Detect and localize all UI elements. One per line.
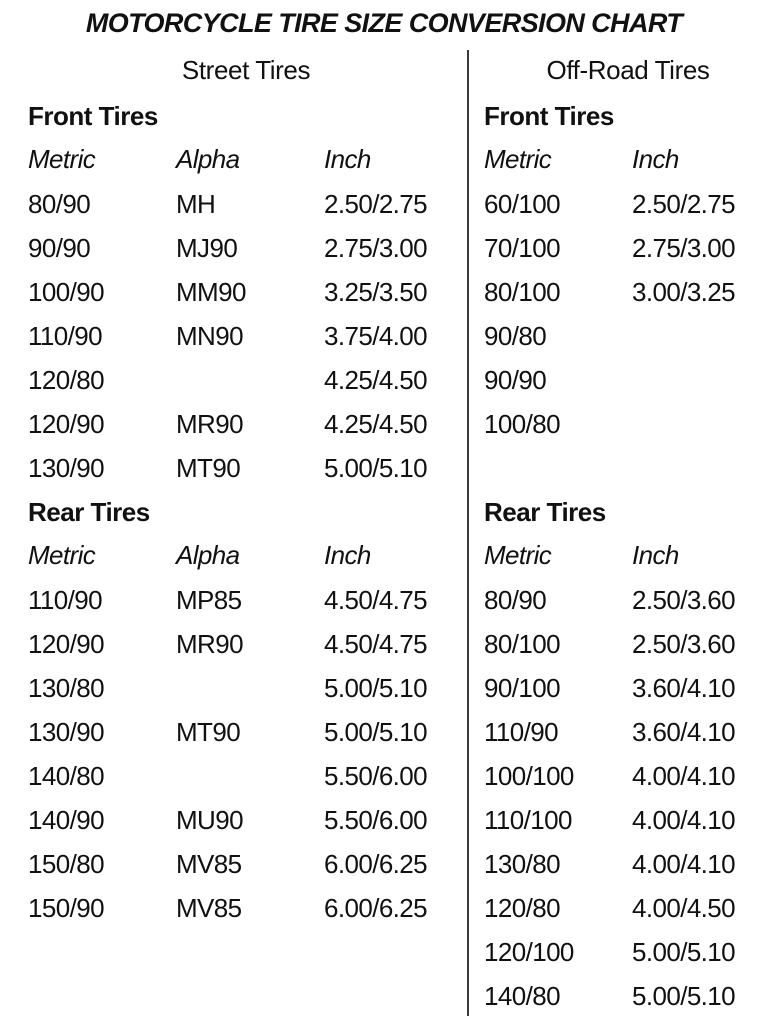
table-cell: 6.00/6.25 xyxy=(324,849,428,879)
table-cell: 110/100 xyxy=(484,805,572,835)
table-row xyxy=(484,314,762,358)
offroad-tires-header: Off-Road Tires xyxy=(546,55,710,85)
table-cell: 140/90 xyxy=(28,805,104,835)
table-cell: 110/90 xyxy=(28,585,102,615)
table-cell: 3.60/4.10 xyxy=(632,717,736,747)
offroad-front-column-headers xyxy=(484,136,762,182)
table-cell: 130/80 xyxy=(484,849,560,879)
table-cell: 120/80 xyxy=(484,893,560,923)
table-cell: 100/90 xyxy=(28,277,104,307)
table-cell: 80/100 xyxy=(484,629,560,659)
table-row xyxy=(484,578,762,622)
table-cell: MU90 xyxy=(176,805,243,835)
street-rear-section xyxy=(28,492,454,930)
table-row xyxy=(28,798,454,842)
table-cell: 5.00/5.10 xyxy=(324,453,428,483)
table-cell: 140/80 xyxy=(28,761,104,791)
table-row xyxy=(28,226,454,270)
table-cell: 3.25/3.50 xyxy=(324,277,428,307)
table-row xyxy=(28,578,454,622)
street-front-heading: Front Tires xyxy=(28,101,158,131)
table-cell: 100/80 xyxy=(484,409,560,439)
table-row xyxy=(28,622,454,666)
table-cell: 120/80 xyxy=(28,365,104,395)
table-cell: 2.50/2.75 xyxy=(324,189,428,219)
street-rear-rows xyxy=(28,578,454,930)
table-cell: 150/90 xyxy=(28,893,104,923)
table-cell: 70/100 xyxy=(484,233,560,263)
table-cell: 4.00/4.10 xyxy=(632,849,736,879)
chart-title: MOTORCYCLE TIRE SIZE CONVERSION CHART xyxy=(85,8,683,38)
table-cell: 4.00/4.50 xyxy=(632,893,736,923)
street-front-column-headers xyxy=(28,136,454,182)
table-row xyxy=(484,754,762,798)
table-cell: 4.00/4.10 xyxy=(632,761,736,791)
table-row xyxy=(28,666,454,710)
street-front-section xyxy=(28,96,454,490)
column-header-metric: Metric xyxy=(484,540,552,570)
table-cell: MV85 xyxy=(176,849,242,879)
table-cell: 100/100 xyxy=(484,761,574,791)
column-header-alpha: Alpha xyxy=(176,144,240,174)
table-cell: 2.75/3.00 xyxy=(324,233,428,263)
column-header-inch: Inch xyxy=(632,144,679,174)
offroad-rear-rows xyxy=(484,578,762,1018)
table-cell: 3.75/4.00 xyxy=(324,321,428,351)
table-cell: MH xyxy=(176,189,216,219)
table-cell: 80/100 xyxy=(484,277,560,307)
table-cell: MR90 xyxy=(176,629,243,659)
table-cell: 80/90 xyxy=(484,585,547,615)
table-cell: MP85 xyxy=(176,585,242,615)
table-cell: 110/90 xyxy=(28,321,102,351)
table-cell: 130/90 xyxy=(28,717,104,747)
table-cell: 120/90 xyxy=(28,629,104,659)
table-row xyxy=(484,226,762,270)
offroad-front-rows xyxy=(484,182,762,446)
table-cell: MJ90 xyxy=(176,233,238,263)
table-cell: 120/90 xyxy=(28,409,104,439)
table-row xyxy=(484,886,762,930)
table-cell: MT90 xyxy=(176,717,241,747)
table-row xyxy=(28,886,454,930)
table-cell: 5.00/5.10 xyxy=(632,937,736,967)
column-header-inch: Inch xyxy=(324,540,371,570)
table-row xyxy=(484,710,762,754)
table-row xyxy=(484,974,762,1018)
table-row xyxy=(28,182,454,226)
table-cell: 4.50/4.75 xyxy=(324,585,428,615)
table-cell: 2.50/3.60 xyxy=(632,629,736,659)
street-rear-heading: Rear Tires xyxy=(28,497,150,527)
table-row xyxy=(484,182,762,226)
table-cell: 5.50/6.00 xyxy=(324,805,428,835)
table-cell: 4.50/4.75 xyxy=(324,629,428,659)
column-divider xyxy=(467,50,469,1016)
table-cell: 6.00/6.25 xyxy=(324,893,428,923)
street-rear-column-headers xyxy=(28,532,454,578)
table-cell: 5.00/5.10 xyxy=(324,673,428,703)
table-cell: 90/80 xyxy=(484,321,547,351)
table-cell: MM90 xyxy=(176,277,246,307)
table-cell: 3.00/3.25 xyxy=(632,277,736,307)
table-row xyxy=(28,314,454,358)
table-cell: 2.50/3.60 xyxy=(632,585,736,615)
table-cell: 140/80 xyxy=(484,981,560,1011)
table-cell: MR90 xyxy=(176,409,243,439)
column-header-metric: Metric xyxy=(28,540,96,570)
table-cell: 60/100 xyxy=(484,189,560,219)
table-cell: 4.25/4.50 xyxy=(324,365,428,395)
column-header-metric: Metric xyxy=(484,144,552,174)
table-cell: 5.50/6.00 xyxy=(324,761,428,791)
table-cell: 90/90 xyxy=(484,365,547,395)
table-row xyxy=(28,710,454,754)
table-cell: 90/100 xyxy=(484,673,560,703)
table-cell: 5.00/5.10 xyxy=(324,717,428,747)
table-cell: 90/90 xyxy=(28,233,91,263)
table-row xyxy=(484,358,762,402)
table-row xyxy=(484,270,762,314)
table-row xyxy=(484,930,762,974)
street-tires-header: Street Tires xyxy=(181,55,311,85)
table-row xyxy=(28,270,454,314)
offroad-rear-heading: Rear Tires xyxy=(484,497,606,527)
table-row xyxy=(484,402,762,446)
table-cell: 5.00/5.10 xyxy=(632,981,736,1011)
table-cell: 4.00/4.10 xyxy=(632,805,736,835)
offroad-rear-column-headers xyxy=(484,532,762,578)
table-cell: MN90 xyxy=(176,321,243,351)
column-header-inch: Inch xyxy=(632,540,679,570)
table-cell: MV85 xyxy=(176,893,242,923)
table-row xyxy=(484,666,762,710)
table-cell: 2.50/2.75 xyxy=(632,189,736,219)
table-cell: 150/80 xyxy=(28,849,104,879)
table-cell: 3.60/4.10 xyxy=(632,673,736,703)
table-row xyxy=(484,798,762,842)
table-cell: 80/90 xyxy=(28,189,91,219)
table-row xyxy=(28,842,454,886)
offroad-front-heading: Front Tires xyxy=(484,101,614,131)
table-row xyxy=(28,446,454,490)
table-cell: MT90 xyxy=(176,453,241,483)
table-cell: 4.25/4.50 xyxy=(324,409,428,439)
table-cell: 2.75/3.00 xyxy=(632,233,736,263)
offroad-rear-section xyxy=(484,492,762,1018)
table-cell: 130/90 xyxy=(28,453,104,483)
table-row xyxy=(28,402,454,446)
table-row xyxy=(28,358,454,402)
table-row xyxy=(484,842,762,886)
column-header-metric: Metric xyxy=(28,144,96,174)
table-cell: 120/100 xyxy=(484,937,574,967)
street-front-rows xyxy=(28,182,454,490)
offroad-front-section xyxy=(484,96,762,446)
column-header-inch: Inch xyxy=(324,144,371,174)
table-cell: 130/80 xyxy=(28,673,104,703)
table-row xyxy=(28,754,454,798)
column-header-alpha: Alpha xyxy=(176,540,240,570)
table-cell: 110/90 xyxy=(484,717,558,747)
table-row xyxy=(484,622,762,666)
